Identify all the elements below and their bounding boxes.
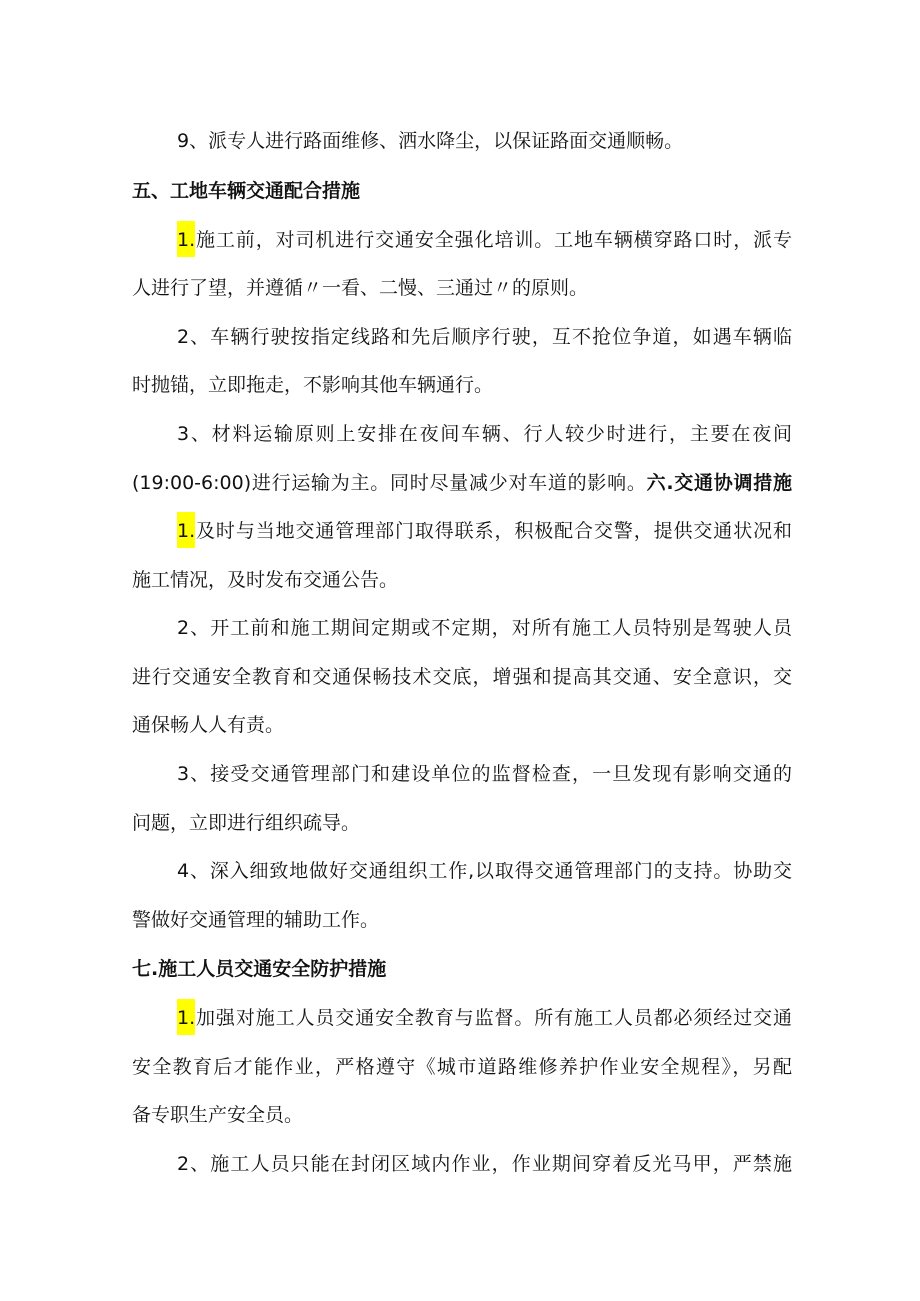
para-7-1-line-3: 备专职生产安全员。	[132, 1104, 304, 1126]
para-5-3-line-2: (19:00-6:00)进行运输为主。同时尽量减少对车道的影响。六.交通协调措施	[132, 472, 792, 494]
list-number-highlight: 1.	[177, 999, 195, 1035]
list-number-highlight: 1.	[177, 221, 195, 257]
para-7-1-line-1: 1.加强对施工人员交通安全教育与监督。所有施工人员都必须经过交通	[177, 1005, 792, 1035]
para-5-1-line-2: 人进行了望，并遵循〃一看、二慢、三通过〃的原则。	[132, 277, 589, 299]
para-6-4-line-2: 警做好交通管理的辅助工作。	[132, 909, 380, 931]
para-5-2-line-2: 时抛锚，立即拖走，不影响其他车辆通行。	[132, 374, 494, 396]
section-heading-7: 七.施工人员交通安全防护措施	[132, 958, 387, 980]
para-5-2-line-1: 2、车辆行驶按指定线路和先后顺序行驶，互不抢位争道，如遇车辆临	[177, 326, 792, 348]
para-6-2-line-2: 进行交通安全教育和交通保畅技术交底，增强和提高其交通、安全意识，交	[132, 666, 792, 688]
para-6-2-line-3: 通保畅人人有责。	[132, 714, 285, 736]
para-5-3-line-1: 3、材料运输原则上安排在夜间车辆、行人较少时进行，主要在夜间	[177, 423, 792, 445]
para-6-4-line-1: 4、深入细致地做好交通组织工作,以取得交通管理部门的支持。协助交	[177, 860, 792, 882]
para-6-2-line-1: 2、开工前和施工期间定期或不定期，对所有施工人员特别是驾驶人员	[177, 617, 792, 639]
list-number-highlight: 1.	[177, 512, 195, 548]
para-6-3-line-2: 问题，立即进行组织疏导。	[132, 812, 361, 834]
item-9: 9、派专人进行路面维修、洒水降尘，以保证路面交通顺畅。	[177, 130, 684, 152]
para-5-1-line-1: 1.施工前，对司机进行交通安全强化培训。工地车辆横穿路口时，派专	[177, 227, 792, 257]
para-6-1-line-2: 施工情况，及时发布交通公告。	[132, 569, 399, 591]
section-heading-5: 五、工地车辆交通配合措施	[132, 180, 361, 202]
para-7-2-line-1: 2、施工人员只能在封闭区域内作业，作业期间穿着反光马甲，严禁施	[177, 1153, 792, 1175]
para-7-1-line-2: 安全教育后才能作业，严格遵守《城市道路维修养护作业安全规程》，另配	[132, 1056, 792, 1078]
para-6-1-line-1: 1.及时与当地交通管理部门取得联系，积极配合交警，提供交通状况和	[177, 518, 792, 548]
section-heading-6: 六.交通协调措施	[646, 472, 792, 494]
para-6-3-line-1: 3、接受交通管理部门和建设单位的监督检查，一旦发现有影响交通的	[177, 763, 792, 785]
